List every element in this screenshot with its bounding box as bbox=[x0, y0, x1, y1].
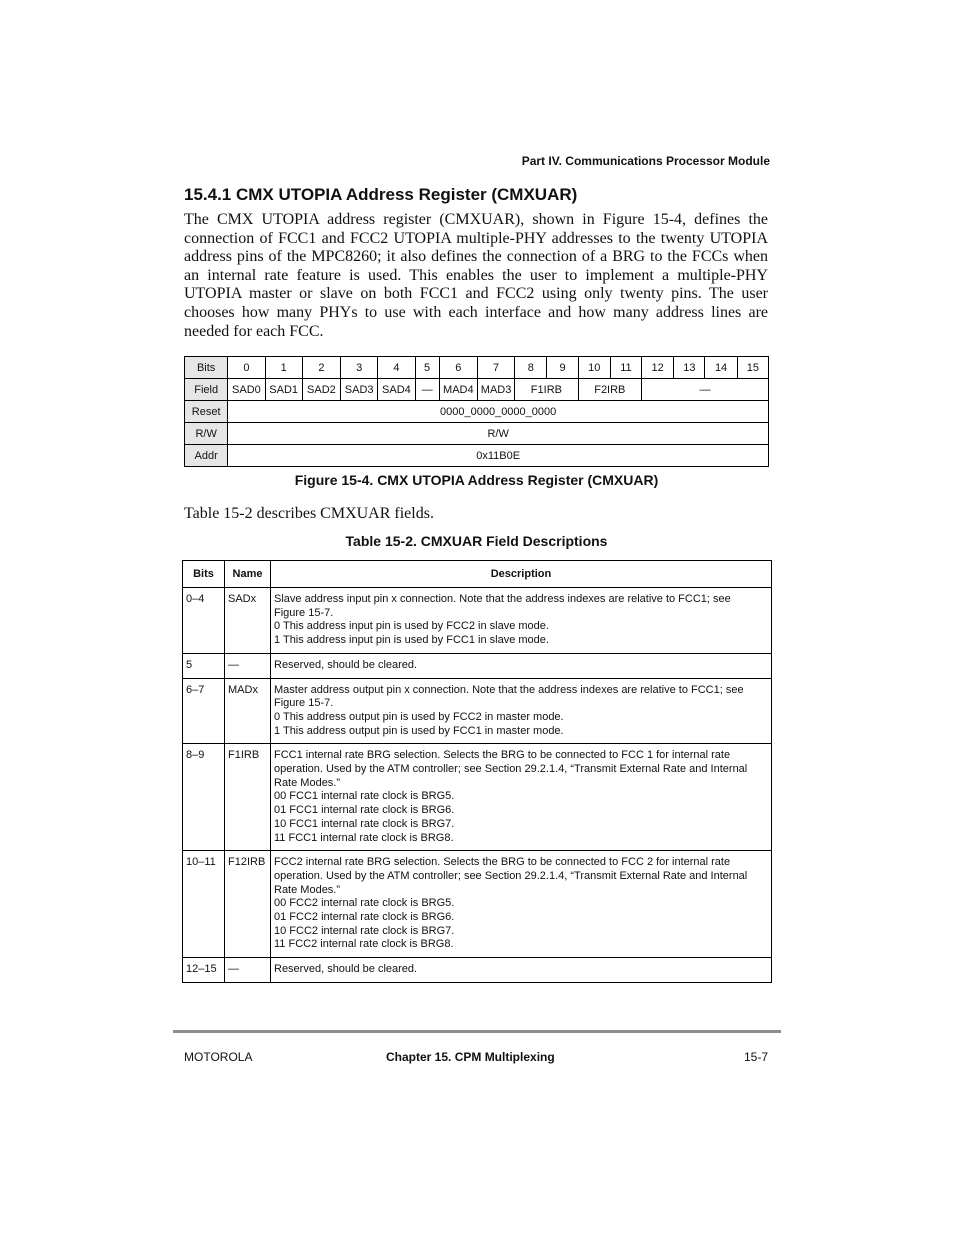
rw-value: R/W bbox=[228, 423, 769, 445]
register-addr-row bbox=[185, 445, 769, 467]
description-line: 1 This address output pin is used by FCC1 in master mode. bbox=[274, 724, 564, 737]
figure-caption: Figure 15-4. CMX UTOPIA Address Register (CMXUAR) bbox=[294, 472, 659, 488]
row-description bbox=[271, 958, 772, 983]
reset-value: 0000_0000_0000_0000 bbox=[228, 401, 769, 423]
field-mad4: MAD4 bbox=[439, 379, 477, 401]
row-description bbox=[271, 851, 772, 958]
description-line: 01 FCC1 internal rate clock is BRG6. bbox=[274, 804, 455, 817]
description-line: Master address output pin x connection. Note that the address indexes are relative to FCC1; see bbox=[274, 683, 744, 696]
bit-number: 2 bbox=[302, 357, 340, 379]
row-bits: 12–15 bbox=[183, 958, 225, 983]
bit-number: 14 bbox=[705, 357, 737, 379]
description-line: 0 This address input pin is used by FCC2 in slave mode. bbox=[274, 620, 549, 633]
register-row-label: Bits bbox=[185, 357, 228, 379]
intro-paragraph: The CMX UTOPIA address register (CMXUAR), shown in Figure 15-4, defines the connection of FCC1 and FCC2 UTOPIA multiple-PHY addresses to the twenty UTOPIA address pins of the MPC8260; it also defines the connection of a BRG to the FCCs when an internal rate feature is used. This enables the user to implement a multiple-PHY UTOPIA master or slave on both FCC1 and FCC2 using only twenty pins. The user chooses how many PHYs to use with each interface and how many address lines are needed for each FCC. bbox=[184, 211, 768, 340]
row-description bbox=[271, 744, 772, 851]
description-line: 0 This address output pin is used by FCC2 in master mode. bbox=[274, 710, 564, 723]
bit-number: 9 bbox=[547, 357, 578, 379]
description-line: Figure 15-7. bbox=[274, 697, 334, 710]
row-name: — bbox=[225, 653, 271, 678]
register-row-label: R/W bbox=[185, 423, 228, 445]
row-name: — bbox=[225, 958, 271, 983]
description-line: 11 FCC1 internal rate clock is BRG8. bbox=[274, 831, 454, 844]
table-header-row bbox=[183, 561, 772, 588]
description-line: 10 FCC2 internal rate clock is BRG7. bbox=[274, 924, 455, 937]
field-reserved-12-15: — bbox=[642, 379, 769, 401]
row-bits: 5 bbox=[183, 653, 225, 678]
register-row-label: Reset bbox=[185, 401, 228, 423]
bit-number: 8 bbox=[515, 357, 547, 379]
bit-number: 5 bbox=[415, 357, 439, 379]
field-f1irb: F1IRB bbox=[515, 379, 578, 401]
row-bits: 0–4 bbox=[183, 588, 225, 654]
register-bits-row bbox=[185, 357, 769, 379]
register-reset-row bbox=[185, 401, 769, 423]
field-f2irb: F2IRB bbox=[578, 379, 641, 401]
description-line: Rate Modes.” bbox=[274, 883, 341, 896]
description-line: Slave address input pin x connection. Note that the address indexes are relative to FCC1; see bbox=[274, 593, 731, 605]
table-row bbox=[183, 958, 772, 983]
row-name: F1IRB bbox=[225, 744, 271, 851]
description-line: 1 This address input pin is used by FCC1 in slave mode. bbox=[274, 634, 549, 647]
row-name: SADx bbox=[225, 588, 271, 654]
field-sad1: SAD1 bbox=[265, 379, 302, 401]
description-line: 11 FCC2 internal rate clock is BRG8. bbox=[274, 938, 454, 951]
description-line: Reserved, should be cleared. bbox=[274, 658, 418, 671]
column-header-name: Name bbox=[225, 561, 271, 588]
description-line: 00 FCC1 internal rate clock is BRG5. bbox=[274, 790, 455, 803]
footer-chapter-title: Chapter 15. CPM Multiplexing bbox=[386, 1050, 555, 1064]
footer-publisher: MOTOROLA bbox=[184, 1050, 253, 1064]
description-line: 10 FCC1 internal rate clock is BRG7. bbox=[274, 817, 455, 830]
field-reserved-bit5: — bbox=[415, 379, 439, 401]
row-description bbox=[271, 678, 772, 744]
table-row bbox=[183, 851, 772, 958]
row-description bbox=[271, 653, 772, 678]
register-row-label: Field bbox=[185, 379, 228, 401]
register-rw-row bbox=[185, 423, 769, 445]
running-header: Part IV. Communications Processor Module bbox=[521, 154, 770, 168]
row-bits: 8–9 bbox=[183, 744, 225, 851]
description-line: Rate Modes.” bbox=[274, 776, 341, 789]
table-title: Table 15-2. CMXUAR Field Descriptions bbox=[345, 533, 608, 549]
field-sad2: SAD2 bbox=[302, 379, 340, 401]
register-row-label: Addr bbox=[185, 445, 228, 467]
row-description bbox=[271, 588, 772, 654]
bit-number: 13 bbox=[674, 357, 705, 379]
description-line: FCC2 internal rate BRG selection. Selects the BRG to be connected to FCC 2 for internal rate bbox=[274, 856, 731, 869]
footer-page-number: 15-7 bbox=[743, 1050, 768, 1064]
bit-number: 7 bbox=[477, 357, 514, 379]
bit-number: 3 bbox=[341, 357, 378, 379]
register-diagram bbox=[184, 356, 769, 467]
bit-number: 4 bbox=[378, 357, 415, 379]
table-row bbox=[183, 653, 772, 678]
field-descriptions-table bbox=[182, 560, 772, 983]
bit-number: 1 bbox=[265, 357, 302, 379]
row-bits: 6–7 bbox=[183, 678, 225, 744]
row-name: F12IRB bbox=[225, 851, 271, 958]
field-mad3: MAD3 bbox=[477, 379, 514, 401]
register-field-row bbox=[185, 379, 769, 401]
bit-number: 15 bbox=[737, 357, 768, 379]
table-row bbox=[183, 588, 772, 654]
table-row bbox=[183, 744, 772, 851]
column-header-bits: Bits bbox=[183, 561, 225, 588]
bit-number: 10 bbox=[578, 357, 610, 379]
bit-number: 0 bbox=[228, 357, 265, 379]
section-heading: 15.4.1 CMX UTOPIA Address Register (CMXUAR) bbox=[184, 185, 578, 204]
field-sad4: SAD4 bbox=[378, 379, 415, 401]
row-name: MADx bbox=[225, 678, 271, 744]
bit-number: 12 bbox=[642, 357, 674, 379]
description-line: operation. Used by the ATM controller; see Section 29.2.1.4, “Transmit External Rate and Internal bbox=[274, 763, 748, 776]
addr-value: 0x11B0E bbox=[228, 445, 769, 467]
footer-rule bbox=[173, 1030, 781, 1033]
description-line: Reserved, should be cleared. bbox=[274, 963, 418, 976]
table-row bbox=[183, 678, 772, 744]
row-bits: 10–11 bbox=[183, 851, 225, 958]
description-line: FCC1 internal rate BRG selection. Selects the BRG to be connected to FCC 1 for internal rate bbox=[274, 749, 731, 762]
table-reference-text: Table 15-2 describes CMXUAR fields. bbox=[184, 505, 434, 522]
description-line: Figure 15-7. bbox=[274, 606, 334, 619]
description-line: 00 FCC2 internal rate clock is BRG5. bbox=[274, 897, 455, 910]
description-line: 01 FCC2 internal rate clock is BRG6. bbox=[274, 911, 455, 924]
bit-number: 6 bbox=[439, 357, 477, 379]
column-header-description: Description bbox=[271, 561, 772, 588]
field-sad0: SAD0 bbox=[228, 379, 265, 401]
bit-number: 11 bbox=[610, 357, 641, 379]
description-line: operation. Used by the ATM controller; see Section 29.2.1.4, “Transmit External Rate and Internal bbox=[274, 869, 748, 882]
field-sad3: SAD3 bbox=[341, 379, 378, 401]
